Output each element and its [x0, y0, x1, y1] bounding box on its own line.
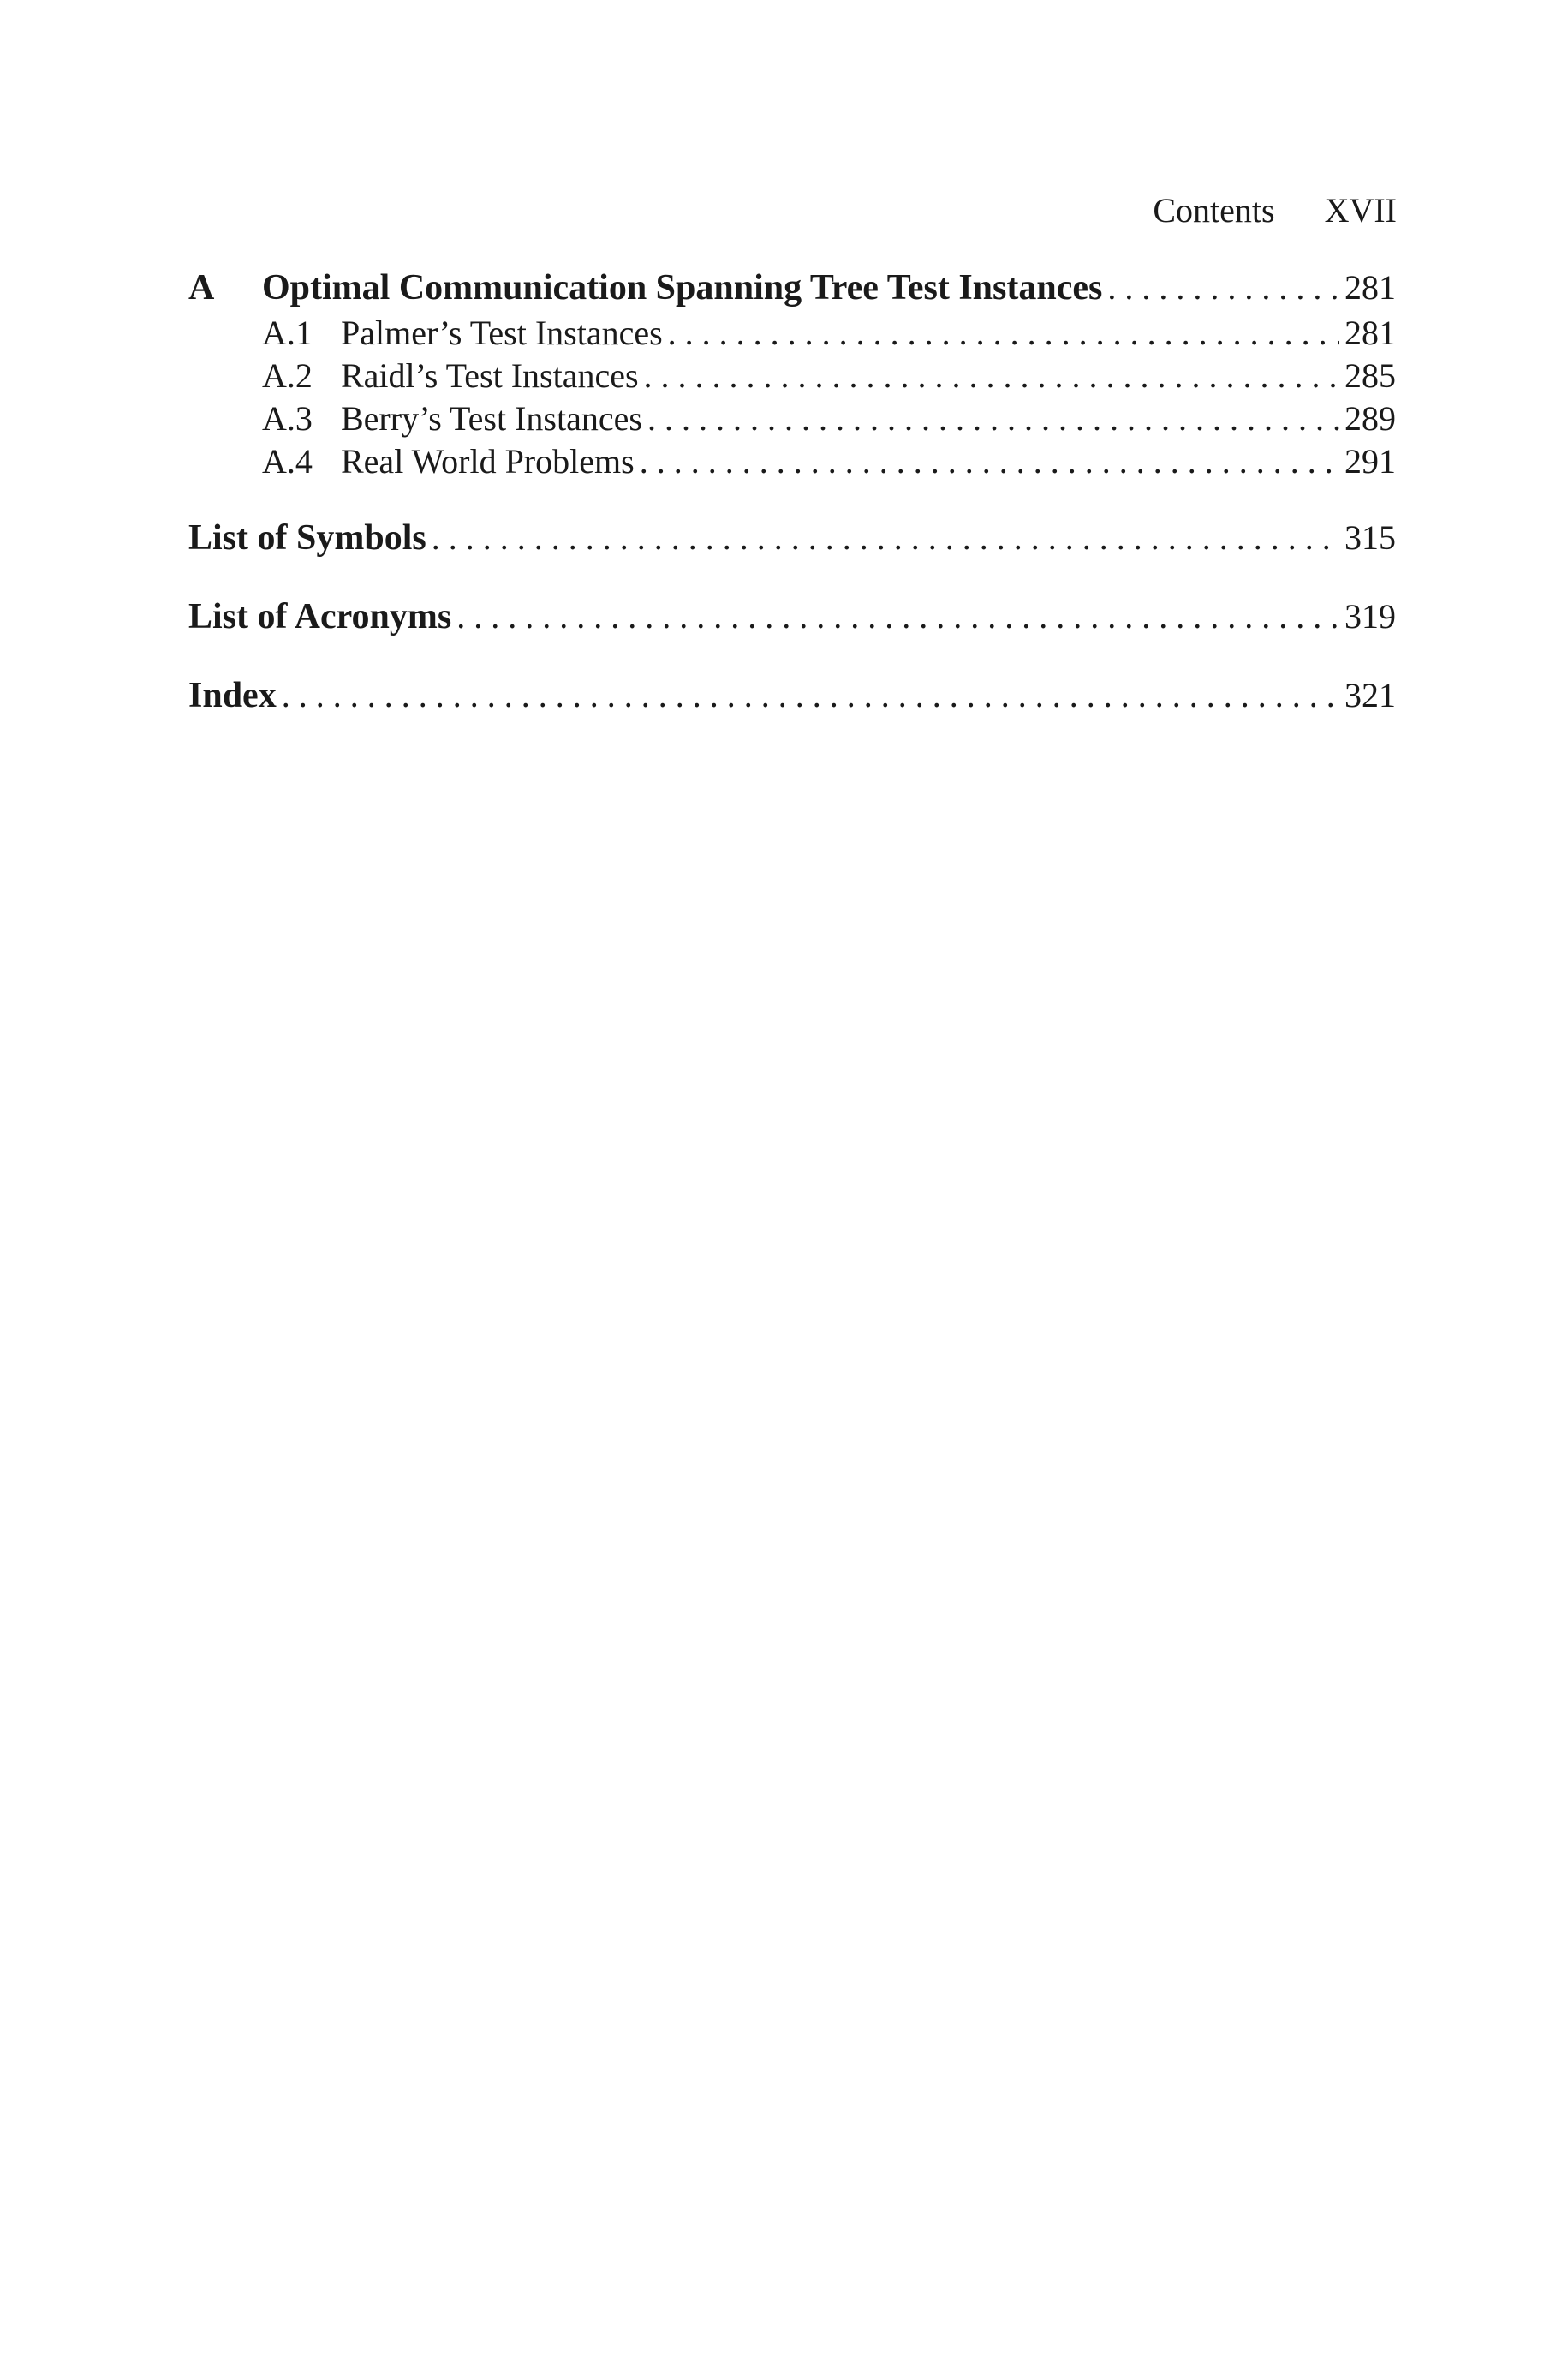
toc-entry-number: A.1: [262, 314, 313, 352]
toc-entry-section[interactable]: [188, 355, 1396, 397]
toc-entry-page: 321: [1344, 676, 1396, 714]
toc-entry-list-of-symbols[interactable]: [188, 514, 1396, 562]
toc-entry-section[interactable]: [188, 397, 1396, 440]
toc-entry-page: 285: [1344, 356, 1396, 395]
toc-entry-page: 315: [1344, 518, 1396, 557]
dot-leader: [644, 355, 1339, 397]
toc-entry-title: List of Acronyms: [188, 597, 452, 636]
toc-entry-section[interactable]: [188, 440, 1396, 483]
running-head-section: Contents: [1153, 191, 1275, 230]
toc-entry-number: A: [188, 268, 215, 308]
toc-entry-number: A.4: [262, 442, 313, 481]
toc-entry-section[interactable]: [188, 312, 1396, 355]
running-head-page-number: XVII: [1324, 191, 1397, 230]
toc-entry-index[interactable]: [188, 672, 1396, 720]
dot-leader: [1107, 264, 1339, 312]
toc-entry-title: Palmer’s Test Instances: [341, 314, 663, 352]
toc-entry-list-of-acronyms[interactable]: [188, 593, 1396, 641]
toc-entry-title: List of Symbols: [188, 518, 426, 558]
toc-entry-title: Raidl’s Test Instances: [341, 356, 639, 395]
dot-leader: [456, 593, 1339, 641]
toc-entry-title: Optimal Communication Spanning Tree Test Instances: [262, 268, 1103, 308]
toc-entry-page: 291: [1344, 442, 1396, 481]
toc-entry-page: 319: [1344, 597, 1396, 636]
running-head: [1153, 188, 1397, 233]
dot-leader: [647, 397, 1339, 440]
toc-entry-appendix-a[interactable]: [188, 264, 1396, 312]
toc-entry-title: Index: [188, 676, 277, 715]
dot-leader: [668, 312, 1339, 355]
table-of-contents: [188, 264, 1396, 750]
toc-entry-page: 289: [1344, 399, 1396, 438]
toc-entry-title: Berry’s Test Instances: [341, 399, 642, 438]
toc-entry-number: A.3: [262, 399, 313, 438]
toc-entry-page: 281: [1344, 314, 1396, 352]
toc-entry-number: A.2: [262, 356, 313, 395]
toc-entry-title: Real World Problems: [341, 442, 635, 481]
toc-entry-page: 281: [1344, 268, 1396, 307]
dot-leader: [282, 672, 1339, 720]
dot-leader: [432, 514, 1339, 562]
toc-section-list: [188, 312, 1396, 483]
dot-leader: [640, 440, 1339, 483]
